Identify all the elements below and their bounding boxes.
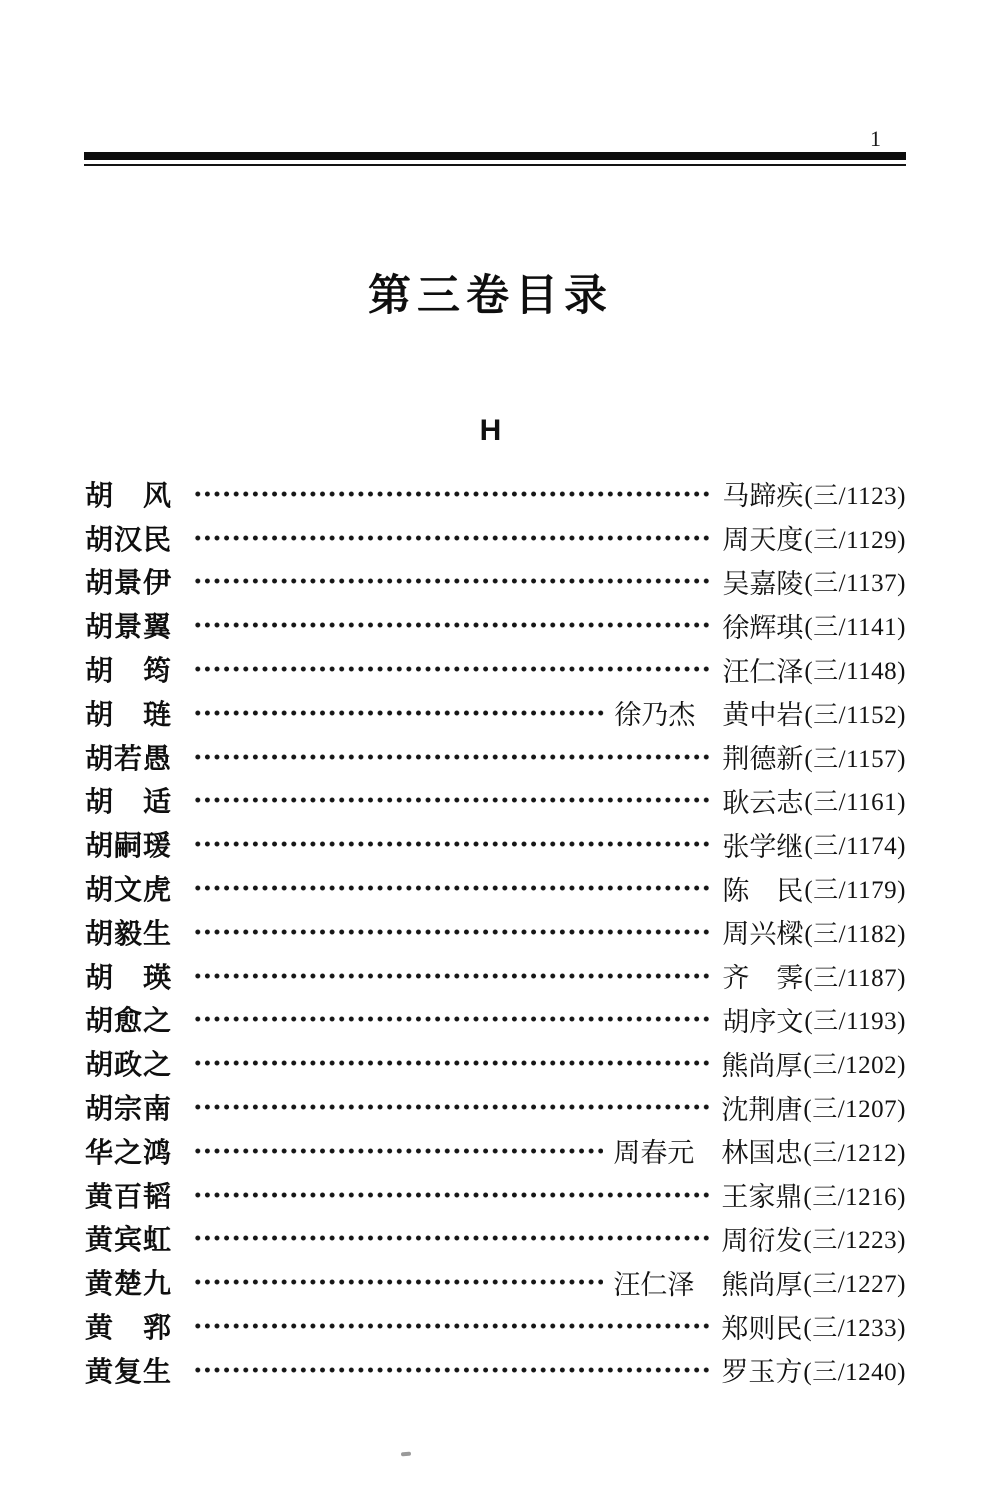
entry-page-ref: (三/1216) <box>803 1183 906 1211</box>
entry-page-ref: (三/1240) <box>803 1358 906 1386</box>
toc-entry <box>85 954 906 998</box>
entry-authors: 周衍发 <box>721 1225 803 1256</box>
entry-page-ref: (三/1129) <box>804 526 906 554</box>
dotted-leader <box>193 874 712 902</box>
entry-page-ref: (三/1174) <box>804 833 906 861</box>
entry-name: 胡 适 <box>85 787 173 819</box>
dotted-leader <box>193 611 712 639</box>
dotted-leader <box>193 1356 711 1384</box>
dotted-leader <box>193 1181 711 1209</box>
entry-page-ref: (三/1227) <box>803 1271 906 1299</box>
entry-authors: 周春元 林国忠 <box>613 1138 803 1169</box>
toc-entry <box>85 1085 906 1129</box>
entry-name: 黄百韬 <box>85 1181 173 1213</box>
entry-page-ref: (三/1152) <box>804 701 906 729</box>
entry-page-ref: (三/1233) <box>803 1315 906 1343</box>
header-rule <box>84 152 906 166</box>
dotted-leader <box>193 655 712 683</box>
entry-name: 黄复生 <box>85 1356 173 1388</box>
entry-name: 胡文虎 <box>85 875 173 907</box>
entry-name: 胡愈之 <box>85 1006 173 1038</box>
entry-page-ref: (三/1123) <box>804 482 906 510</box>
entry-authors: 耿云志 <box>722 787 804 818</box>
entry-name: 黄楚九 <box>85 1269 173 1301</box>
entry-authors: 周兴樑 <box>722 919 804 950</box>
toc-entry <box>85 1041 906 1085</box>
entry-page-ref: (三/1137) <box>804 570 906 598</box>
toc-entry <box>85 998 906 1042</box>
entry-page-ref: (三/1179) <box>804 877 906 905</box>
entry-page-ref: (三/1157) <box>804 745 906 773</box>
entry-page-ref: (三/1212) <box>803 1139 906 1167</box>
toc-entry <box>85 1129 906 1173</box>
entry-authors: 张学继 <box>722 831 804 862</box>
scan-speck <box>401 1452 411 1457</box>
toc-entry <box>85 735 906 779</box>
entry-name: 黄宾虹 <box>85 1225 173 1257</box>
entry-name: 胡宗南 <box>85 1094 173 1126</box>
dotted-leader <box>193 1312 711 1340</box>
entry-authors: 陈 民 <box>722 875 804 906</box>
dotted-leader <box>193 524 712 552</box>
entry-name: 黄 郛 <box>85 1313 173 1345</box>
page-title: 第三卷目录 <box>368 272 613 320</box>
entry-page-ref: (三/1148) <box>804 658 906 686</box>
dotted-leader <box>193 567 712 595</box>
dotted-leader <box>193 918 712 946</box>
dotted-leader <box>193 830 712 858</box>
entry-authors: 胡序文 <box>722 1006 804 1037</box>
entry-authors: 汪仁泽 <box>722 656 804 687</box>
entry-authors: 汪仁泽 熊尚厚 <box>613 1269 803 1300</box>
toc-entry <box>85 1173 906 1217</box>
dotted-leader <box>193 480 712 508</box>
entry-page-ref: (三/1141) <box>804 614 906 642</box>
entry-page-ref: (三/1202) <box>803 1052 906 1080</box>
entry-page-ref: (三/1187) <box>804 964 906 992</box>
dotted-leader <box>193 1137 603 1165</box>
toc-entries <box>85 472 906 1392</box>
dotted-leader <box>193 1224 711 1252</box>
toc-entry <box>85 866 906 910</box>
dotted-leader <box>193 699 604 727</box>
dotted-leader <box>193 1093 711 1121</box>
toc-entry <box>85 472 906 516</box>
toc-entry <box>85 779 906 823</box>
entry-name: 胡政之 <box>85 1050 173 1082</box>
dotted-leader <box>193 1005 712 1033</box>
entry-authors: 罗玉方 <box>721 1357 803 1388</box>
toc-entry <box>85 603 906 647</box>
toc-entry <box>85 822 906 866</box>
entry-name: 胡汉民 <box>85 524 173 556</box>
section-letter: H <box>479 414 502 447</box>
entry-authors: 王家鼎 <box>721 1182 803 1213</box>
dotted-leader <box>193 1268 603 1296</box>
toc-entry <box>85 1348 906 1392</box>
entry-name: 胡景伊 <box>85 568 173 600</box>
entry-page-ref: (三/1193) <box>804 1008 906 1036</box>
entry-authors: 吴嘉陵 <box>722 568 804 599</box>
toc-entry <box>85 1260 906 1304</box>
entry-name: 胡嗣瑗 <box>85 831 173 863</box>
header-rule-thick <box>84 152 906 160</box>
entry-name: 胡 筠 <box>85 656 173 688</box>
entry-page-ref: (三/1182) <box>804 920 906 948</box>
entry-authors: 徐辉琪 <box>722 612 804 643</box>
dotted-leader <box>193 1049 711 1077</box>
toc-entry <box>85 1217 906 1261</box>
dotted-leader <box>193 786 712 814</box>
entry-authors: 周天度 <box>722 525 804 556</box>
entry-authors: 齐 霁 <box>722 963 804 994</box>
entry-name: 胡 琏 <box>85 699 173 731</box>
entry-name: 华之鸿 <box>85 1137 173 1169</box>
entry-authors: 熊尚厚 <box>721 1050 803 1081</box>
toc-entry <box>85 1304 906 1348</box>
entry-page-ref: (三/1207) <box>803 1096 906 1124</box>
dotted-leader <box>193 962 712 990</box>
entry-authors: 徐乃杰 黄中岩 <box>614 700 804 731</box>
toc-entry <box>85 910 906 954</box>
entry-authors: 荆德新 <box>722 744 804 775</box>
entry-authors: 沈荆唐 <box>721 1094 803 1125</box>
toc-entry <box>85 647 906 691</box>
entry-name: 胡毅生 <box>85 918 173 950</box>
entry-name: 胡 瑛 <box>85 962 173 994</box>
page-number: 1 <box>870 126 881 151</box>
entry-authors: 马蹄疾 <box>722 481 804 512</box>
entry-page-ref: (三/1161) <box>804 789 906 817</box>
toc-entry <box>85 691 906 735</box>
entry-page-ref: (三/1223) <box>803 1227 906 1255</box>
toc-entry <box>85 560 906 604</box>
entry-name: 胡若愚 <box>85 743 173 775</box>
entry-name: 胡 风 <box>85 480 173 512</box>
dotted-leader <box>193 743 712 771</box>
entry-authors: 郑则民 <box>721 1313 803 1344</box>
entry-name: 胡景翼 <box>85 612 173 644</box>
header-rule-thin <box>84 164 906 166</box>
toc-entry <box>85 516 906 560</box>
